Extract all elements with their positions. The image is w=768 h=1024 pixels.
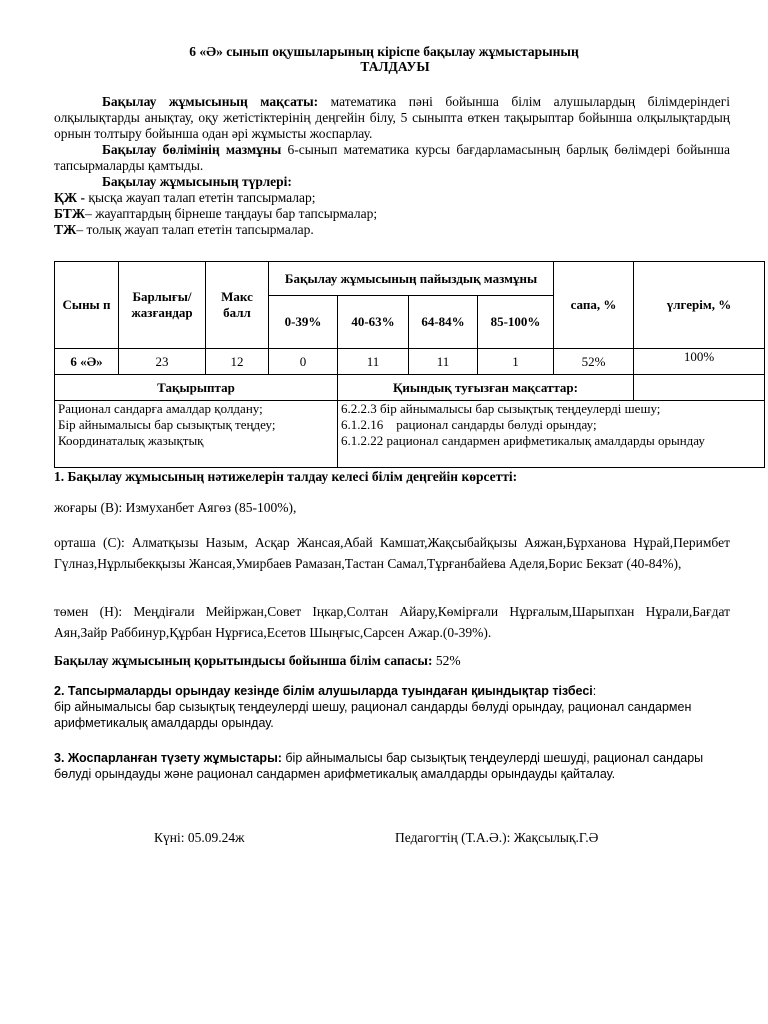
cell-total: 23	[119, 349, 206, 375]
header-range: 0-39%	[269, 296, 338, 349]
results-medium: орташа (С): Алматқызы Назым, Асқар Жансая,Абай Камшат,Жақсыбайқызы Аяжан,Бұрханова Нұрай,Перимбет Гүлназ,Нұрлыбекқызы Жансая,Умирбаев Рамазан,Тастан Самал,Тұрғанбайева Аделя,Борис Бекзат (40-84%),	[54, 535, 730, 571]
difficulties-text: бір айнымалысы бар сызықтық теңдеулерді шешу, рационал сандарды бөлуді орындау, рационал сандармен арифметикалық амалдарды орындау.	[54, 700, 692, 730]
difficulties-section: 2. Тапсырмаларды орындау кезінде білім алушыларда туындаған қиындықтар тізбесі: бір айнымалысы бар сызықтық теңдеулерді шешу, рационал сандарды бөлуді орындау, рационал сандармен арифметикалық амалдарды орындау.	[54, 683, 730, 731]
objective-item: 6.2.2.3 бір айнымалысы бар сызықтық теңдеулерді шешу;	[341, 401, 661, 416]
results-table	[54, 261, 765, 468]
corrections-text: бір айнымалысы бар сызықтық теңдеулерді шешуді, рационал сандары бөлуді орындауды және рационал сандармен арифметикалық амалдарды орындауды қайталау.	[54, 751, 704, 781]
results-high: жоғары (В): Измуханбет Аягөз (85-100%),	[54, 500, 297, 515]
footer-date: Күні: 05.09.24ж	[154, 830, 245, 845]
header-range: 85-100%	[478, 296, 554, 349]
content-text: 6-сынып математика курсы бағдарламасының барлық бөлімдері бойынша тапсырмаларды қамтыды.	[54, 142, 730, 173]
header-class: Сыны п	[55, 262, 119, 349]
header-max: Макс балл	[206, 262, 269, 349]
difficulties-heading: 2. Тапсырмаларды орындау кезінде білім алушыларда туындаған қиындықтар тізбесі	[54, 684, 593, 698]
content-paragraph	[54, 142, 730, 174]
cell-count: 11	[338, 349, 409, 375]
types-heading: Бақылау жұмысының түрлері:	[102, 174, 292, 189]
document-subtitle: ТАЛДАУЫ	[360, 59, 430, 74]
topic-item: Координаталық жазықтық	[58, 433, 204, 448]
quality-label: Бақылау жұмысының қорытындысы бойынша білім сапасы:	[54, 653, 433, 668]
cell-count: 0	[269, 349, 338, 375]
cell-max: 12	[206, 349, 269, 375]
topics-cell	[55, 401, 338, 468]
header-total: Барлығы/ жазғандар	[119, 262, 206, 349]
type-item: ТЖ– толық жауап талап ететін тапсырмалар.	[54, 222, 314, 237]
topic-item: Рационал сандарға амалдар қолдану;	[58, 401, 263, 416]
cell-class: 6 «Ә»	[55, 349, 119, 375]
cell-count: 1	[478, 349, 554, 375]
topics-header: Тақырыптар	[55, 375, 338, 401]
header-percent-group: Бақылау жұмысының пайыздық мазмұны	[269, 262, 554, 296]
type-item: ҚЖ - қысқа жауап талап ететін тапсырмалар;	[54, 190, 316, 205]
cell-count: 11	[409, 349, 478, 375]
topic-item: Бір айнымалысы бар сызықтық теңдеу;	[58, 417, 276, 432]
content-label: Бақылау бөлімінің мазмұны	[102, 142, 282, 157]
header-range: 40-63%	[338, 296, 409, 349]
quality-value: 52%	[432, 653, 461, 668]
purpose-paragraph	[54, 94, 730, 142]
cell-progress: 100%	[634, 349, 765, 375]
purpose-label: Бақылау жұмысының мақсаты:	[102, 94, 319, 109]
intro-section	[54, 94, 730, 238]
header-range: 64-84%	[409, 296, 478, 349]
document-title: 6 «Ә» сынып оқушыларының кіріспе бақылау жұмыстарының	[189, 44, 579, 59]
objectives-cell	[338, 401, 765, 468]
footer-teacher: Педагогтің (Т.А.Ә.): Жақсылық.Г.Ә	[395, 830, 599, 845]
table-row	[55, 349, 765, 375]
header-progress: үлгерім, %	[634, 262, 765, 349]
results-heading: 1. Бақылау жұмысының нәтижелерін талдау келесі білім деңгейін көрсетті:	[54, 469, 518, 484]
purpose-text: математика пәні бойынша білім алушылардың білімдеріндегі олқылықтарды анықтау, оқу жетістіктерінің деңгейін білу, 5 сыныпта өткен тақырыптар бойынша олқылықтардың орнын толтыру бойынша одан әрі жұмысты жоспарлау.	[54, 94, 730, 141]
corrections-heading: 3. Жоспарланған түзету жұмыстары:	[54, 751, 282, 765]
type-item: БТЖ– жауаптардың бірнеше таңдауы бар тапсырмалар;	[54, 206, 378, 221]
empty-cell	[634, 375, 765, 401]
cell-quality: 52%	[554, 349, 634, 375]
quality-summary	[54, 653, 730, 669]
difficulty-header: Қиындық туғызған мақсаттар:	[338, 375, 634, 401]
objective-item: 6.1.2.22 рационал сандармен арифметикалық амалдарды орындау	[341, 433, 705, 448]
objective-item: 6.1.2.16 рационал сандарды бөлуді орындау;	[341, 417, 597, 432]
header-quality: сапа, %	[554, 262, 634, 349]
corrections-section	[54, 750, 730, 782]
results-low: төмен (Н): Меңдіғали Мейіржан,Совет Іңкар,Солтан Айару,Көмірғали Нұрғалым,Шарыпхан Нұрали,Бағдат Аян,Зайр Раббинур,Құрбан Нұрғиса,Есетов Шыңғыс,Сарсен Ажар.(0-39%).	[54, 604, 730, 640]
